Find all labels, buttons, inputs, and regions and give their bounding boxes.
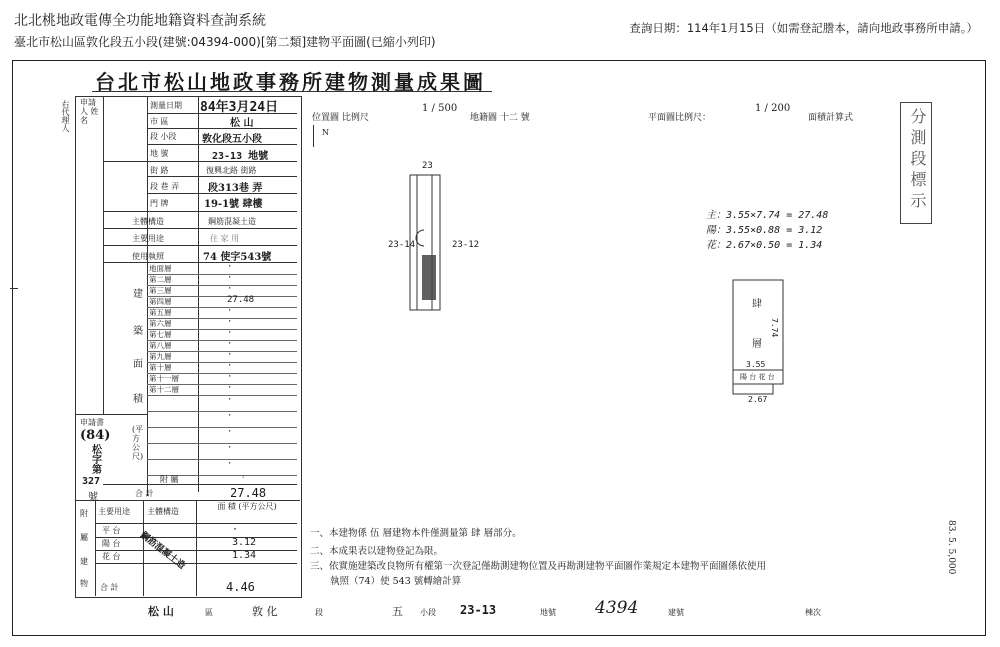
row-line bbox=[147, 193, 297, 194]
floor-name: 第十二層 bbox=[149, 385, 179, 394]
floor-value: · bbox=[227, 361, 233, 371]
floor-name: 第六層 bbox=[149, 319, 172, 328]
bottom-district: 松 山 bbox=[148, 605, 174, 618]
district-label: 市 區 bbox=[150, 117, 169, 126]
blank-row bbox=[147, 428, 297, 444]
attached-use: 陽 台 bbox=[102, 539, 121, 548]
license: 74 使字543號 bbox=[203, 252, 272, 263]
row-line bbox=[95, 550, 297, 551]
total: 27.48 bbox=[230, 486, 267, 500]
floor-name: 第五層 bbox=[149, 308, 172, 317]
bottom-lot-suffix: 地號 bbox=[540, 608, 556, 617]
area-label-face: 面 bbox=[133, 359, 143, 370]
attached-area: · bbox=[232, 524, 239, 535]
plan-balcony: 陽 台 花 台 bbox=[740, 373, 775, 381]
door: 19-1號 肆樓 bbox=[204, 199, 263, 210]
side-seal: 分測段標示 bbox=[908, 108, 927, 213]
plan-scale: 1 / 200 bbox=[755, 103, 791, 114]
floor-name: 第十層 bbox=[149, 363, 172, 372]
attached-header-struct: 主體構造 bbox=[147, 507, 179, 516]
floor-name: 第十一層 bbox=[149, 374, 179, 383]
row-line bbox=[103, 228, 297, 229]
structure-label: 主體構造 bbox=[132, 217, 164, 226]
floor-value: · bbox=[227, 317, 233, 327]
title-rule bbox=[92, 91, 492, 92]
bottom-sub-section-suffix: 小段 bbox=[420, 608, 436, 617]
section-label: 段 小段 bbox=[150, 132, 177, 141]
lane: 段313巷 弄 bbox=[208, 183, 263, 194]
floor-name: 第四層 bbox=[149, 297, 172, 306]
receipt-word: 松字第 bbox=[92, 445, 102, 476]
row-line bbox=[103, 161, 297, 162]
floor-value: · bbox=[227, 284, 233, 294]
area-label-area: 積 bbox=[133, 394, 143, 405]
blank-row bbox=[147, 444, 297, 460]
attached-header-area: 面 積 (平方公尺) bbox=[217, 502, 277, 511]
plan-room2: 層 bbox=[752, 339, 762, 350]
north-label: N bbox=[322, 128, 329, 137]
row-line bbox=[95, 537, 297, 538]
location-scale: 1 / 500 bbox=[422, 103, 458, 114]
plan-dim-side: 7.74 bbox=[770, 318, 779, 338]
col-divider bbox=[95, 500, 96, 596]
attached-label-b: 屬 bbox=[80, 533, 88, 542]
row-line bbox=[95, 563, 297, 564]
note-line: 三、依實施建築改良物所有權第一次登記僅勘測建物位置及再勘測建物平面圖作業規定本建物平面圖係依使用 bbox=[310, 561, 767, 572]
floor-value: · bbox=[227, 350, 233, 360]
attached-label-c: 建 bbox=[80, 557, 88, 566]
survey-date-label: 測量日期 bbox=[150, 101, 182, 110]
floor-name: 地面層 bbox=[149, 264, 172, 273]
receipt-label: 申請書 bbox=[80, 418, 104, 427]
receipt-no: (84) bbox=[80, 428, 111, 443]
survey-date: 84年3月24日 bbox=[200, 100, 279, 115]
floor-name: 第二層 bbox=[149, 275, 172, 284]
map-label: 地籍圖 十二 號 bbox=[470, 113, 530, 123]
attached-header-use: 主要用途 bbox=[98, 507, 130, 516]
left-edge-label: 右代理人 bbox=[61, 100, 70, 132]
floor-row bbox=[147, 384, 297, 396]
attached-struct: 鋼筋混凝土造 bbox=[137, 530, 187, 572]
license-label: 使用執照 bbox=[132, 252, 164, 261]
calc-line: 陽：3.55×0.88 = 3.12 bbox=[706, 225, 823, 236]
blank-row bbox=[147, 412, 297, 428]
row-line bbox=[147, 176, 297, 177]
col-divider bbox=[143, 500, 144, 596]
street: 復興北路 街路 bbox=[206, 166, 257, 175]
document-subtitle: 臺北市松山區敦化段五小段(建號:04394-000)[第二類]建物平面圖(已縮小列印) bbox=[14, 35, 436, 49]
plan-room1: 肆 bbox=[752, 299, 762, 310]
lot-label: 地 號 bbox=[150, 149, 169, 158]
main-use: 住 家 用 bbox=[210, 234, 240, 243]
attached-total: 4.46 bbox=[226, 580, 255, 594]
annex-label: 附 屬 bbox=[160, 475, 179, 484]
row-line bbox=[147, 144, 297, 145]
attached-area: 3.12 bbox=[232, 537, 257, 548]
floor-name: 第七層 bbox=[149, 330, 172, 339]
main-use-label: 主要用途 bbox=[132, 234, 164, 243]
blank-row bbox=[147, 396, 297, 412]
row-line bbox=[75, 500, 300, 501]
calc-line: 花：2.67×0.50 = 1.34 bbox=[706, 240, 823, 251]
blank-value: · bbox=[227, 459, 233, 469]
floor-name: 第三層 bbox=[149, 286, 172, 295]
floor-name: 第九層 bbox=[149, 352, 172, 361]
plan-dim-bottom: 2.67 bbox=[748, 395, 768, 404]
blank-value: · bbox=[227, 395, 233, 405]
row-line bbox=[103, 211, 297, 212]
location-plot bbox=[380, 155, 490, 320]
area-calc-label: 面積計算式 bbox=[808, 113, 854, 123]
attached-use: 花 台 bbox=[102, 552, 121, 561]
lot-top: 23 bbox=[422, 161, 433, 171]
bottom-district-suffix: 區 bbox=[205, 608, 213, 617]
units-label: (平方公尺) bbox=[132, 425, 144, 461]
door-label: 門 牌 bbox=[150, 199, 169, 208]
plan-label: 平面圖比例尺： bbox=[648, 113, 712, 123]
floor-name: 第八層 bbox=[149, 341, 172, 350]
north-arrow-icon bbox=[313, 125, 314, 147]
receipt-suffix: 號 bbox=[88, 492, 98, 503]
annex-value: · bbox=[242, 473, 245, 482]
applicant-label: 申請人 姓名 bbox=[80, 98, 99, 125]
bottom-building-no: 4394 bbox=[595, 598, 639, 618]
floor-value: · bbox=[227, 383, 233, 393]
col-divider bbox=[103, 96, 104, 414]
district: 松 山 bbox=[230, 118, 254, 129]
floor-plan bbox=[728, 275, 808, 405]
margin-tick bbox=[10, 288, 18, 289]
floor-value: 27.48 bbox=[227, 295, 255, 305]
row-line bbox=[75, 414, 147, 415]
row-line bbox=[103, 484, 297, 485]
row-line bbox=[147, 128, 297, 129]
blank-value: · bbox=[227, 443, 233, 453]
lane-label: 段 巷 弄 bbox=[150, 182, 180, 191]
system-title: 北北桃地政電傳全功能地籍資料查詢系統 bbox=[14, 13, 266, 29]
lot-left: 23-14 bbox=[388, 240, 416, 250]
floor-value: · bbox=[227, 273, 233, 283]
floor-value: · bbox=[227, 372, 233, 382]
area-label-building: 建 bbox=[133, 289, 143, 300]
section: 敦化段五小段 bbox=[202, 134, 262, 145]
row-line bbox=[103, 245, 297, 246]
col-divider bbox=[196, 500, 197, 596]
structure: 鋼筋混凝土造 bbox=[208, 217, 256, 226]
floor-value: · bbox=[227, 328, 233, 338]
bottom-section: 敦 化 bbox=[252, 605, 278, 618]
blank-value: · bbox=[227, 427, 233, 437]
floor-value: · bbox=[227, 306, 233, 316]
note-line: 執照（74）使 543 號轉繪計算 bbox=[330, 576, 462, 587]
attached-label-a: 附 bbox=[80, 509, 88, 518]
attached-label-d: 物 bbox=[80, 579, 88, 588]
bottom-lot: 23-13 bbox=[460, 603, 497, 617]
bottom-sub-section: 五 bbox=[392, 605, 403, 618]
attached-use: 平 台 bbox=[102, 526, 121, 535]
bottom-section-suffix: 段 bbox=[315, 608, 323, 617]
floor-value: · bbox=[227, 339, 233, 349]
side-date: 83. 5. 5,000 bbox=[946, 520, 956, 575]
total-label: 合 計 bbox=[135, 489, 154, 498]
lot-right: 23-12 bbox=[452, 240, 480, 250]
calc-line: 主：3.55×7.74 = 27.48 bbox=[706, 210, 829, 221]
row-line bbox=[147, 113, 297, 114]
attached-total-label: 合 計 bbox=[100, 583, 119, 592]
plan-dim-top: 3.55 bbox=[746, 360, 766, 369]
receipt-num: 327 bbox=[82, 476, 101, 487]
street-label: 街 路 bbox=[150, 166, 169, 175]
survey-title: 台北市松山地政事務所建物測量成果圖 bbox=[95, 70, 486, 94]
note-line: 二、本成果表以建物登記為限。 bbox=[310, 546, 444, 557]
bottom-tail-label: 棟次 bbox=[805, 608, 821, 617]
row-line bbox=[95, 523, 297, 524]
location-label: 位置圖 比例尺 bbox=[312, 113, 369, 123]
blank-value: · bbox=[227, 411, 233, 421]
lot: 23-13 地號 bbox=[212, 151, 269, 162]
attached-area: 1.34 bbox=[232, 550, 257, 561]
query-date: 查詢日期：114年1月15日（如需登記謄本，請向地政事務所申請。） bbox=[629, 21, 978, 35]
bottom-building-suffix: 建號 bbox=[668, 608, 684, 617]
note-line: 一、本建物係 伍 層建物本件僅測量第 肆 層部分。 bbox=[310, 528, 522, 539]
area-label-object: 築 bbox=[133, 326, 143, 337]
floor-value: · bbox=[227, 262, 233, 272]
